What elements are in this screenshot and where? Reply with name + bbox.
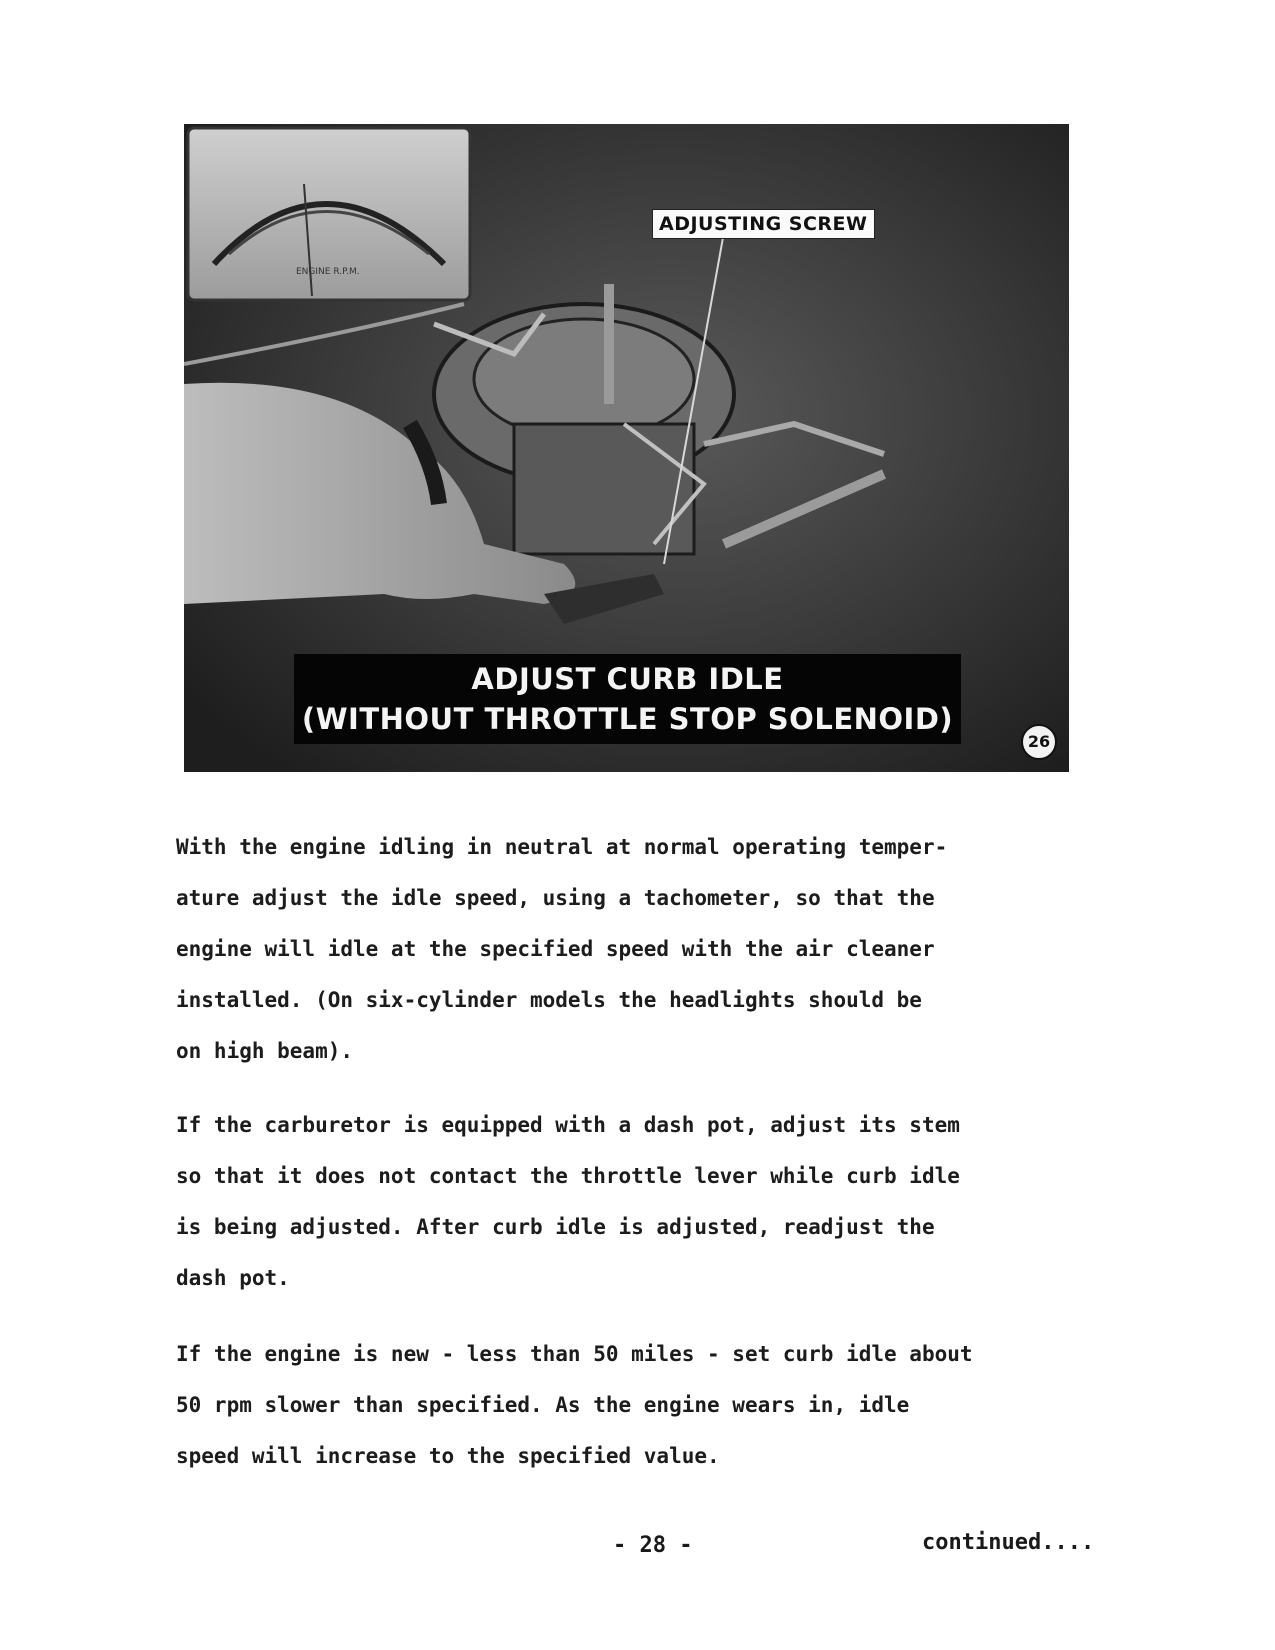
adjusting-screw-callout: ADJUSTING SCREW: [652, 209, 875, 239]
page-number: - 28 -: [613, 1533, 693, 1558]
figure-caption: [294, 654, 961, 744]
continued-note: continued....: [922, 1530, 1095, 1555]
gauge-label: ENGINE R.P.M.: [296, 267, 360, 277]
paragraph-new-engine: If the engine is new - less than 50 miles - set curb idle about 50 rpm slower than specified. As the engine wears in, idle speed will increase to the specified value.: [176, 1342, 973, 1468]
paragraph-idle-speed: With the engine idling in neutral at normal operating temper- ature adjust the idle speed, using a tachometer, so that the engine will idle at the specified speed with the air cleaner installed. (On six-cylinder models the headlights should be on high beam).: [176, 835, 948, 1063]
caption-line-1: ADJUST CURB IDLE: [471, 662, 784, 696]
figure-number-badge: 26: [1021, 724, 1057, 760]
figure-photo: [184, 124, 1069, 772]
paragraph-dash-pot: If the carburetor is equipped with a dash pot, adjust its stem so that it does not contact the throttle lever while curb idle is being adjusted. After curb idle is adjusted, readjust the dash pot.: [176, 1113, 960, 1290]
caption-line-2: (WITHOUT THROTTLE STOP SOLENOID): [301, 702, 954, 736]
tachometer-gauge: [188, 128, 470, 300]
